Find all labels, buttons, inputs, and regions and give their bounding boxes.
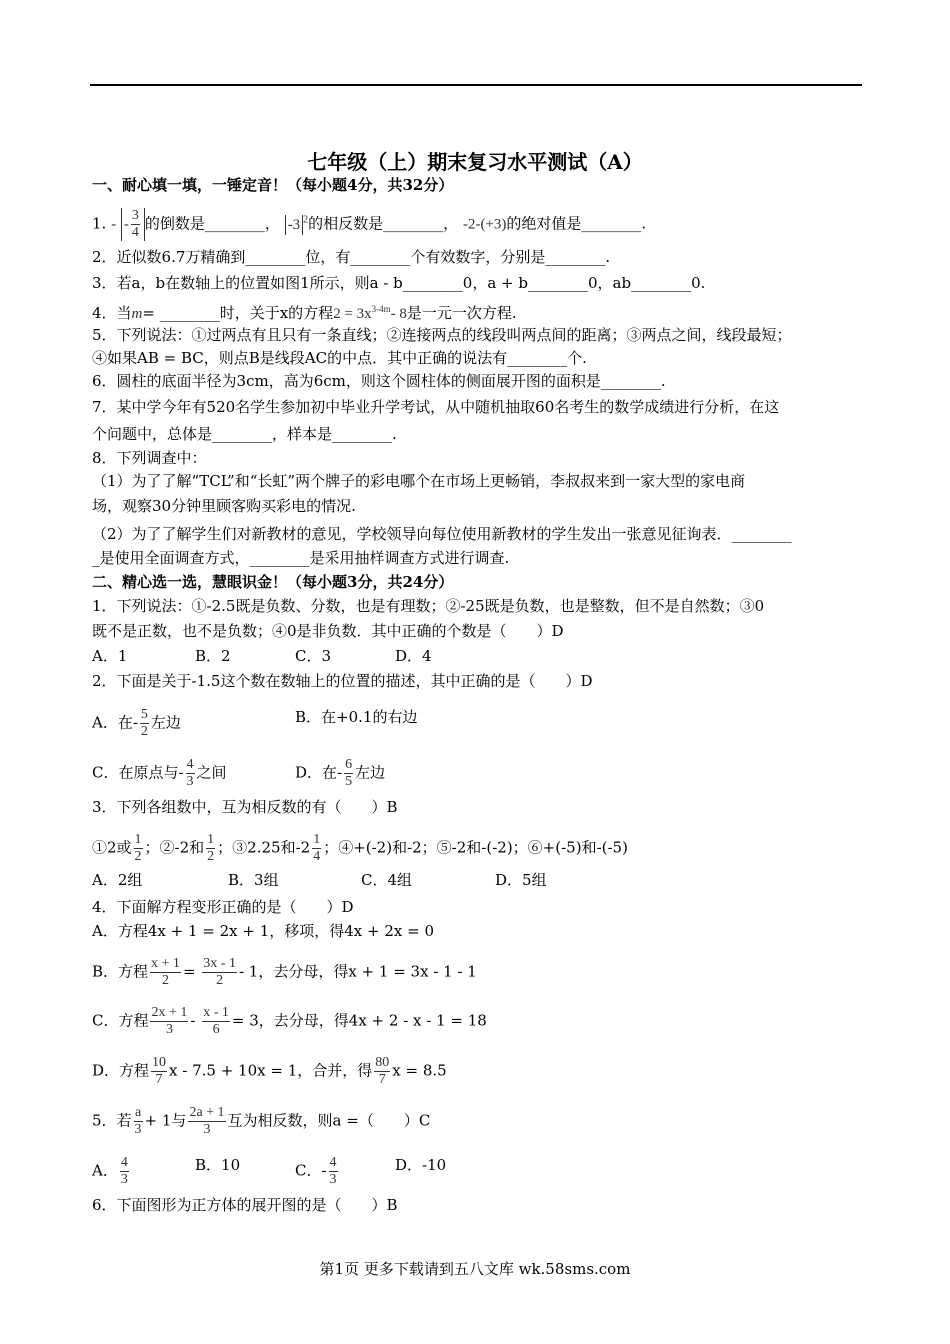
p2-q3: 3．下列各组数中，互为相反数的有（ ）B <box>92 798 398 816</box>
p2-q1-line1: 1．下列说法：①-2.5既是负数、分数，也是有理数；②-25既是负数，也是整数，但不是自然数；③0 <box>92 597 765 615</box>
p2-q5-option-d: D．-10 <box>395 1156 447 1174</box>
p1-q5-line2: ④如果AB = BC，则点B是线段AC的中点．其中正确的说法有________个. <box>92 349 587 367</box>
p2-q4: 4．下面解方程变形正确的是（ ）D <box>92 898 354 916</box>
p2-q4-option-a: A．方程4x + 1 = 2x + 1，移项，得4x + 2x = 0 <box>92 922 434 940</box>
p2-q6: 6．下面图形为正方体的展开图的是（ ）B <box>92 1196 398 1214</box>
p1-q1-abs2: -3 <box>285 215 304 235</box>
p1-q3: 3．若a，b在数轴上的位置如图1所示，则a - b________0，a + b________0，ab________0. <box>92 274 706 292</box>
p1-q8-1-line2: 场，观察30分钟里顾客购买彩电的情况. <box>92 497 356 515</box>
p1-q1-expr3: -2-(+3) <box>462 216 507 233</box>
p1-q1-frac: $\frac{3}{4}$ <box>131 208 139 240</box>
p2-q4-option-b: B．方程 $\frac{x + 1}{2}$ = $\frac{3x - 1}{2}$ - 1，去分母，得x + 1 = 3x - 1 - 1 <box>92 956 477 988</box>
p1-q8-1-line1: （1）为了了解“TCL”和“长虹”两个牌子的彩电哪个在市场上更畅销，李叔叔来到一家大型的家电商 <box>92 472 746 490</box>
p1-q4: 4．当m= ________时，关于x的方程$2 = 3x^{3-4m}-$ 8是一元一次方程. <box>92 304 517 322</box>
p1-q7-line2: 个问题中，总体是________，样本是________. <box>92 425 397 443</box>
top-rule <box>90 84 862 86</box>
p2-q4-option-c: C．方程 $\frac{2x + 1}{3}$ - $\frac{x - 1}{6}$ = 3，去分母，得4x + 2 - x - 1 = 18 <box>92 1005 487 1037</box>
p2-q5-option-b: B．10 <box>195 1156 241 1174</box>
p1-q5-line1: 5．下列说法：①过两点有且只有一条直线；②连接两点的线段叫两点间的距离；③两点之间，线段最短； <box>92 326 792 344</box>
section-1-heading: 一、耐心填一填，一锤定音！（每小题4分，共32分） <box>92 176 454 194</box>
p1-q1-neg: - <box>111 216 117 233</box>
p1-q2: 2．近似数6.7万精确到________位，有________个有效数字，分别是________. <box>92 248 611 266</box>
p2-q3-option-c: C．4组 <box>361 871 413 889</box>
p1-q8-2-line2: _是使用全面调查方式，________是采用抽样调查方式进行调查. <box>92 549 510 567</box>
p2-q1-line2: 既不是正数，也不是负数；④0是非负数．其中正确的个数是（ ）D <box>92 622 564 640</box>
p1-q1: 1. - - $\frac{3}{4}$ 的倒数是________， -3 $^2$的相反数是________， -2-(+3)的绝对值是________. <box>92 208 647 240</box>
page-footer: 第1页 更多下载请到五八文库 wk.58sms.com <box>319 1260 631 1278</box>
p1-q8: 8．下列调查中： <box>92 449 207 467</box>
p1-q6: 6．圆柱的底面半径为3cm，高为6cm，则这个圆柱体的侧面展开图的面积是________. <box>92 372 666 390</box>
section-2-heading: 二、精心选一选，慧眼识金！（每小题3分，共24分） <box>92 573 454 591</box>
p2-q1-option-c: C．3 <box>295 647 332 665</box>
p2-q2-option-c: C．在原点与- $\frac{4}{3}$ 之间 <box>92 757 227 789</box>
p2-q2-option-d: D．在- $\frac{6}{5}$ 左边 <box>295 757 386 789</box>
p1-q1-abs: - $\frac{3}{4}$ <box>121 208 145 241</box>
p2-q2-option-b: B．在+0.1的右边 <box>295 708 418 726</box>
p2-q5-option-a: A． $\frac{4}{3}$ <box>92 1155 128 1187</box>
p2-q5: 5．若 $\frac{a}{3}$ + 1与 $\frac{2a + 1}{3}$ 互为相反数，则a =（ ）C <box>92 1105 431 1137</box>
p1-q1-num: 1. <box>92 214 107 233</box>
p1-q8-2-line1: （2）为了了解学生们对新教材的意见，学校领导向每位使用新教材的学生发出一张意见征询表．________ <box>92 525 792 543</box>
p2-q2: 2．下面是关于-1.5这个数在数轴上的位置的描述，其中正确的是（ ）D <box>92 672 593 690</box>
p2-q1-option-d: D．4 <box>395 647 432 665</box>
p2-q4-option-d: D．方程 $\frac{10}{7}$ x - 7.5 + 10x = 1，合并，得 $\frac{80}{7}$ x = 8.5 <box>92 1055 447 1087</box>
p2-q5-option-c: C．- $\frac{4}{3}$ <box>295 1155 337 1187</box>
p2-q3-option-a: A．2组 <box>92 871 143 889</box>
page-title: 七年级（上）期末复习水平测试（A） <box>307 150 643 174</box>
p2-q3-option-d: D．5组 <box>495 871 547 889</box>
p2-q2-option-a: A．在- $\frac{5}{2}$ 左边 <box>92 707 181 739</box>
p2-q1-option-a: A．1 <box>92 647 128 665</box>
p2-q1-option-b: B．2 <box>195 647 231 665</box>
p1-q7-line1: 7．某中学今年有520名学生参加初中毕业升学考试，从中随机抽取60名考生的数学成绩进行分析，在这 <box>92 398 780 416</box>
p2-q3-items: ①2或 $\frac{1}{2}$ ；②-2和 $\frac{1}{2}$ ；③2.25和-2 $\frac{1}{4}$ ；④+(-2)和-2；⑤-2和-(-2)；⑥+(-5)和-(-5) <box>92 832 628 864</box>
p2-q3-option-b: B．3组 <box>228 871 279 889</box>
